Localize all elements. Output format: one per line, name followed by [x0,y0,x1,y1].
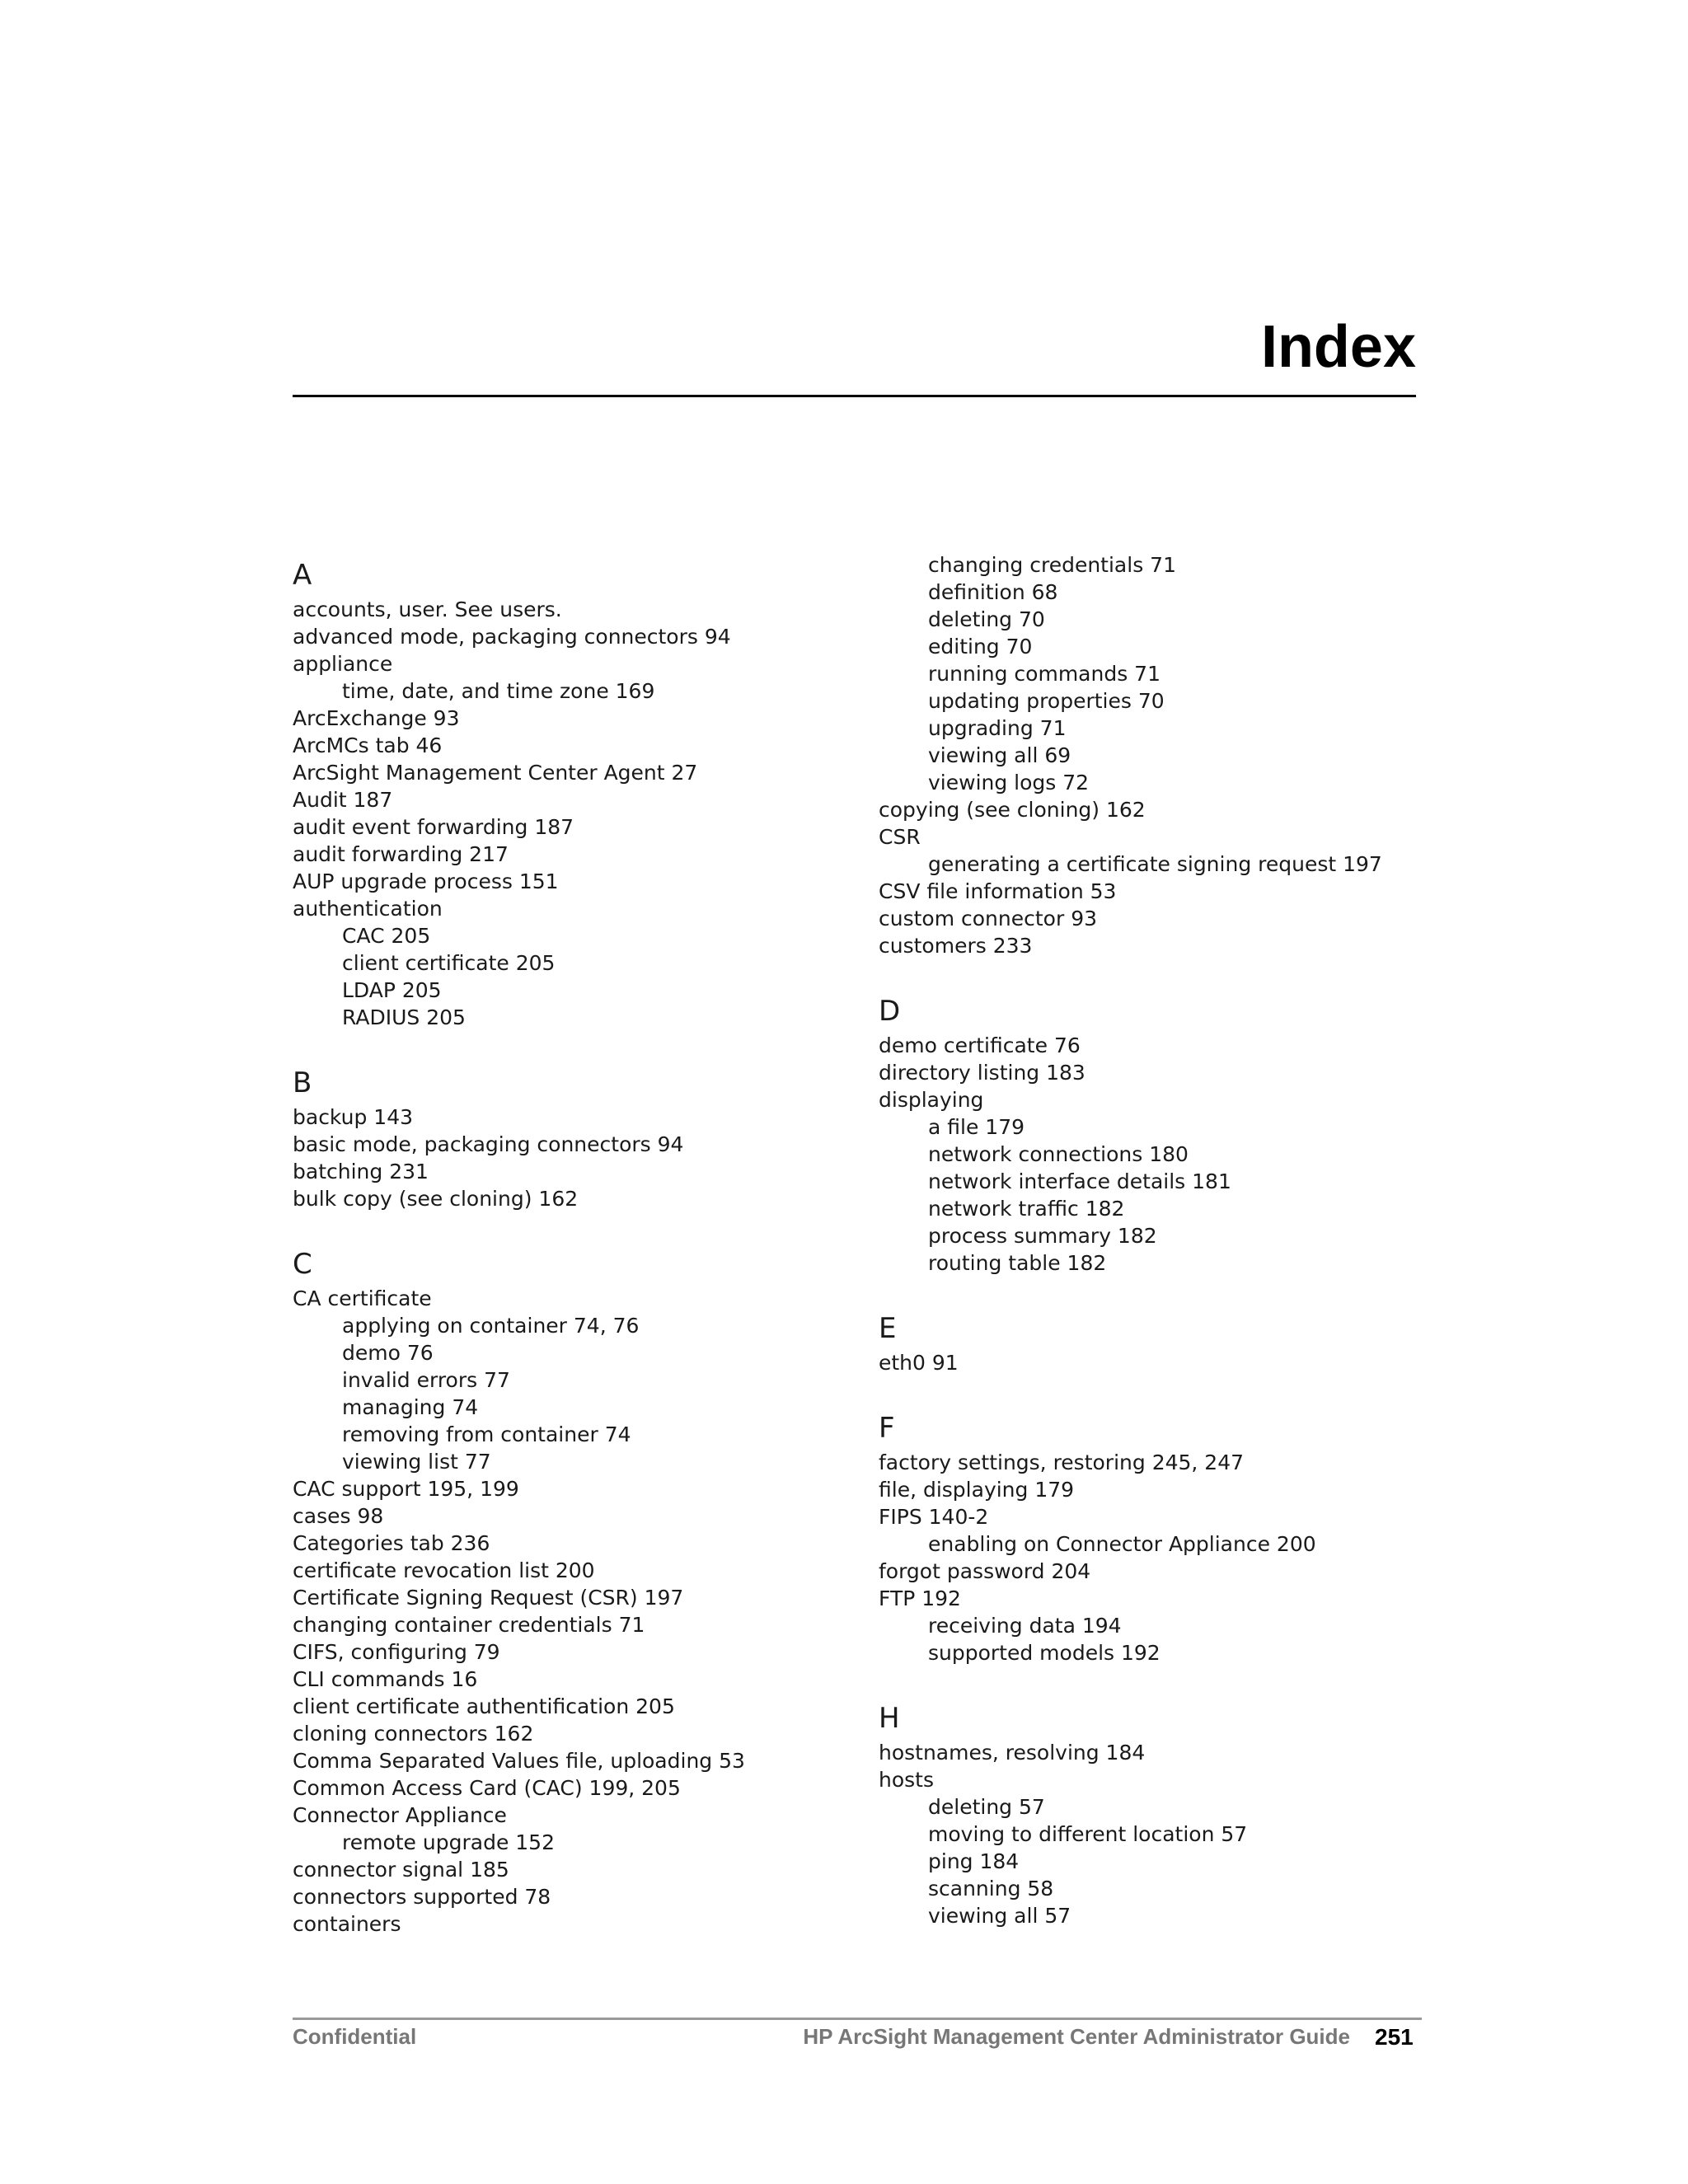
index-entry: client certificate authentification 205 [293,1694,675,1718]
section-letter: C [293,1248,312,1281]
index-subentry: demo 76 [342,1341,434,1365]
index-subentry: upgrading 71 [928,716,1067,740]
index-entry: FIPS 140-2 [879,1505,989,1529]
index-entry: Certificate Signing Request (CSR) 197 [293,1586,684,1610]
index-entry: forgot password 204 [879,1559,1091,1583]
index-subentry: definition 68 [928,580,1058,604]
section-letter: F [879,1412,895,1445]
index-subentry: changing credentials 71 [928,553,1176,577]
index-subentry: running commands 71 [928,662,1160,686]
index-entry: Common Access Card (CAC) 199, 205 [293,1776,681,1800]
index-subentry: client certificate 205 [342,951,556,975]
index-section-a [293,555,853,1031]
index-subentry: process summary 182 [928,1224,1157,1248]
index-subentry: CAC 205 [342,924,431,948]
index-subentry: deleting 70 [928,607,1045,631]
index-subentry: receiving data 194 [928,1614,1122,1638]
index-subentry: LDAP 205 [342,978,442,1002]
index-entry: Audit 187 [293,788,393,812]
index-entry: CIFS, configuring 79 [293,1640,500,1664]
index-entry: eth0 91 [879,1351,959,1375]
index-subentry: scanning 58 [928,1877,1054,1900]
index-subentry: invalid errors 77 [342,1368,510,1392]
index-entry: audit event forwarding 187 [293,815,574,839]
index-subentry: routing table 182 [928,1251,1107,1275]
page-title: Index [1260,314,1416,380]
index-entry: CLI commands 16 [293,1667,478,1691]
index-entry: advanced mode, packaging connectors 94 [293,625,731,649]
index-subentry: removing from container 74 [342,1422,631,1446]
section-letter: H [879,1702,900,1735]
index-subentry: moving to different location 57 [928,1822,1248,1846]
index-entry: CAC support 195, 199 [293,1477,519,1501]
index-entry: CSR [879,825,921,849]
index-subentry: remote upgrade 152 [342,1830,555,1854]
index-subentry: time, date, and time zone 169 [342,679,655,703]
index-subentry: viewing all 69 [928,743,1071,767]
footer-confidential: Confidential [293,2024,417,2049]
index-section-continued [879,551,1439,959]
index-entry: audit forwarding 217 [293,842,509,866]
index-entry: Connector Appliance [293,1803,507,1827]
index-subentry: viewing logs 72 [928,771,1090,794]
section-letter: E [879,1312,897,1345]
footer-rule [293,2018,1422,2020]
index-subentry: network interface details 181 [928,1169,1231,1193]
index-entry: changing container credentials 71 [293,1613,645,1637]
index-column-right [879,555,1439,1961]
index-subentry: a file 179 [928,1115,1025,1139]
index-entry: containers [293,1912,401,1936]
index-subentry: deleting 57 [928,1795,1045,1819]
index-entry: connector signal 185 [293,1858,509,1882]
index-section-c [293,1244,853,1938]
index-subentry: network connections 180 [928,1142,1189,1166]
index-column-left [293,555,853,1969]
index-entry: accounts, user. See users. [293,598,562,621]
index-subentry: applying on container 74, 76 [342,1314,640,1338]
index-subentry: RADIUS 205 [342,1005,466,1029]
index-section-e [879,1308,1439,1376]
index-entry: CSV file information 53 [879,879,1117,903]
index-entry: copying (see cloning) 162 [879,798,1146,822]
index-entry: ArcExchange 93 [293,706,460,730]
page-number: 251 [1375,2024,1414,2050]
index-entry: ArcMCs tab 46 [293,733,443,757]
index-entry: AUP upgrade process 151 [293,869,559,893]
index-subentry: updating properties 70 [928,689,1165,713]
index-entry: custom connector 93 [879,907,1098,930]
index-section-b [293,1062,853,1212]
index-subentry: editing 70 [928,635,1033,658]
index-entry: customers 233 [879,934,1033,958]
section-letter: B [293,1066,312,1099]
index-entry: hostnames, resolving 184 [879,1741,1146,1765]
index-entry: demo certificate 76 [879,1033,1081,1057]
index-entry: ArcSight Management Center Agent 27 [293,761,698,785]
index-entry: Comma Separated Values file, uploading 53 [293,1749,745,1773]
index-entry: Categories tab 236 [293,1531,490,1555]
index-entry: cloning connectors 162 [293,1722,534,1746]
index-subentry: viewing all 57 [928,1904,1071,1928]
index-entry: basic mode, packaging connectors 94 [293,1132,684,1156]
index-entry: CA certificate [293,1286,432,1310]
index-entry: appliance [293,652,393,676]
index-entry: file, displaying 179 [879,1478,1075,1502]
index-entry: connectors supported 78 [293,1885,551,1909]
index-entry: backup 143 [293,1105,414,1129]
index-entry: directory listing 183 [879,1061,1085,1085]
index-section-h [879,1698,1439,1929]
index-subentry: enabling on Connector Appliance 200 [928,1532,1316,1556]
index-section-f [879,1408,1439,1666]
title-rule [293,395,1416,397]
index-entry: cases 98 [293,1504,384,1528]
index-entry: factory settings, restoring 245, 247 [879,1451,1245,1474]
index-section-d [879,991,1439,1277]
section-letter: A [293,559,312,592]
index-subentry: supported models 192 [928,1641,1160,1665]
index-entry: displaying [879,1088,984,1112]
index-subentry: network traffic 182 [928,1197,1125,1221]
index-entry: bulk copy (see cloning) 162 [293,1187,579,1211]
index-entry: authentication [293,897,443,921]
section-letter: D [879,995,901,1028]
index-entry: batching 231 [293,1160,429,1183]
index-subentry: generating a certificate signing request 197 [928,852,1382,876]
index-subentry: managing 74 [342,1395,479,1419]
footer-guide-title: HP ArcSight Management Center Administrator Guide [803,2024,1350,2049]
index-entry: hosts [879,1768,934,1792]
index-subentry: ping 184 [928,1849,1020,1873]
index-entry: certificate revocation list 200 [293,1558,595,1582]
index-subentry: viewing list 77 [342,1450,491,1474]
index-entry: FTP 192 [879,1586,961,1610]
